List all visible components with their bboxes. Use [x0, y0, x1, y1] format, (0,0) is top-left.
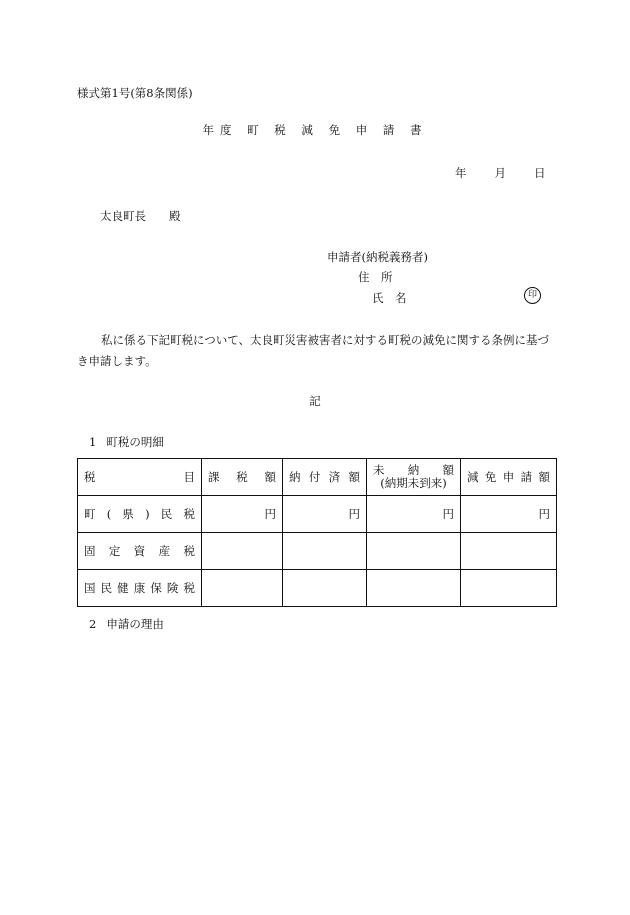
section-1-title: 町税の明細: [106, 435, 164, 449]
row-label: 国民健康保険税: [78, 570, 202, 607]
amount-cell[interactable]: [283, 533, 367, 570]
amount-cell[interactable]: [202, 533, 283, 570]
amount-cell[interactable]: 円: [367, 496, 461, 533]
date-month: 月: [494, 166, 506, 180]
addressee: 太良町長 殿: [100, 209, 181, 223]
table-row: [78, 496, 557, 533]
tax-detail-table: [77, 458, 557, 607]
date-line: [455, 165, 546, 181]
form-number: 様式第1号(第8条関係): [77, 86, 193, 100]
ki-heading: 記: [309, 394, 321, 408]
table-row: [78, 533, 557, 570]
amount-cell[interactable]: 円: [461, 496, 557, 533]
section-2-number: 2: [89, 617, 97, 631]
table-row: [78, 570, 557, 607]
section-2-title: 申請の理由: [106, 617, 164, 631]
seal-mark: 印: [524, 287, 541, 304]
amount-cell[interactable]: [283, 570, 367, 607]
amount-cell[interactable]: [461, 533, 557, 570]
header-assessed: 課税額: [202, 459, 283, 496]
date-year: 年: [455, 166, 467, 180]
amount-cell[interactable]: [367, 533, 461, 570]
application-statement: 私に係る下記町税について、太良町災害被害者に対する町税の減免に関する条例に基づき申請します。: [77, 333, 550, 368]
section-1-number: 1: [89, 435, 97, 449]
section-2-heading: [89, 616, 164, 632]
amount-cell[interactable]: [202, 570, 283, 607]
header-unpaid: [367, 459, 461, 496]
table-header-row: [78, 459, 557, 496]
amount-cell[interactable]: 円: [283, 496, 367, 533]
header-unpaid-note: (納期未到来): [380, 476, 447, 490]
row-label: 町(県)民税: [78, 496, 202, 533]
header-paid: 納付済額: [283, 459, 367, 496]
amount-cell[interactable]: 円: [202, 496, 283, 533]
address-label: 住 所: [358, 270, 393, 284]
amount-cell[interactable]: [367, 570, 461, 607]
header-tax-item: 税 目: [78, 459, 202, 496]
name-label: 氏 名: [372, 291, 407, 305]
header-unpaid-label: 未 納 額: [373, 463, 454, 477]
row-label: 固定資産税: [78, 533, 202, 570]
date-day: 日: [534, 166, 546, 180]
header-reduction: 減免申請額: [461, 459, 557, 496]
document-title: 年度 町 税 減 免 申 請 書: [202, 123, 428, 137]
applicant-heading: 申請者(納税義務者): [327, 250, 428, 264]
amount-cell[interactable]: [461, 570, 557, 607]
section-1-heading: [89, 434, 164, 450]
